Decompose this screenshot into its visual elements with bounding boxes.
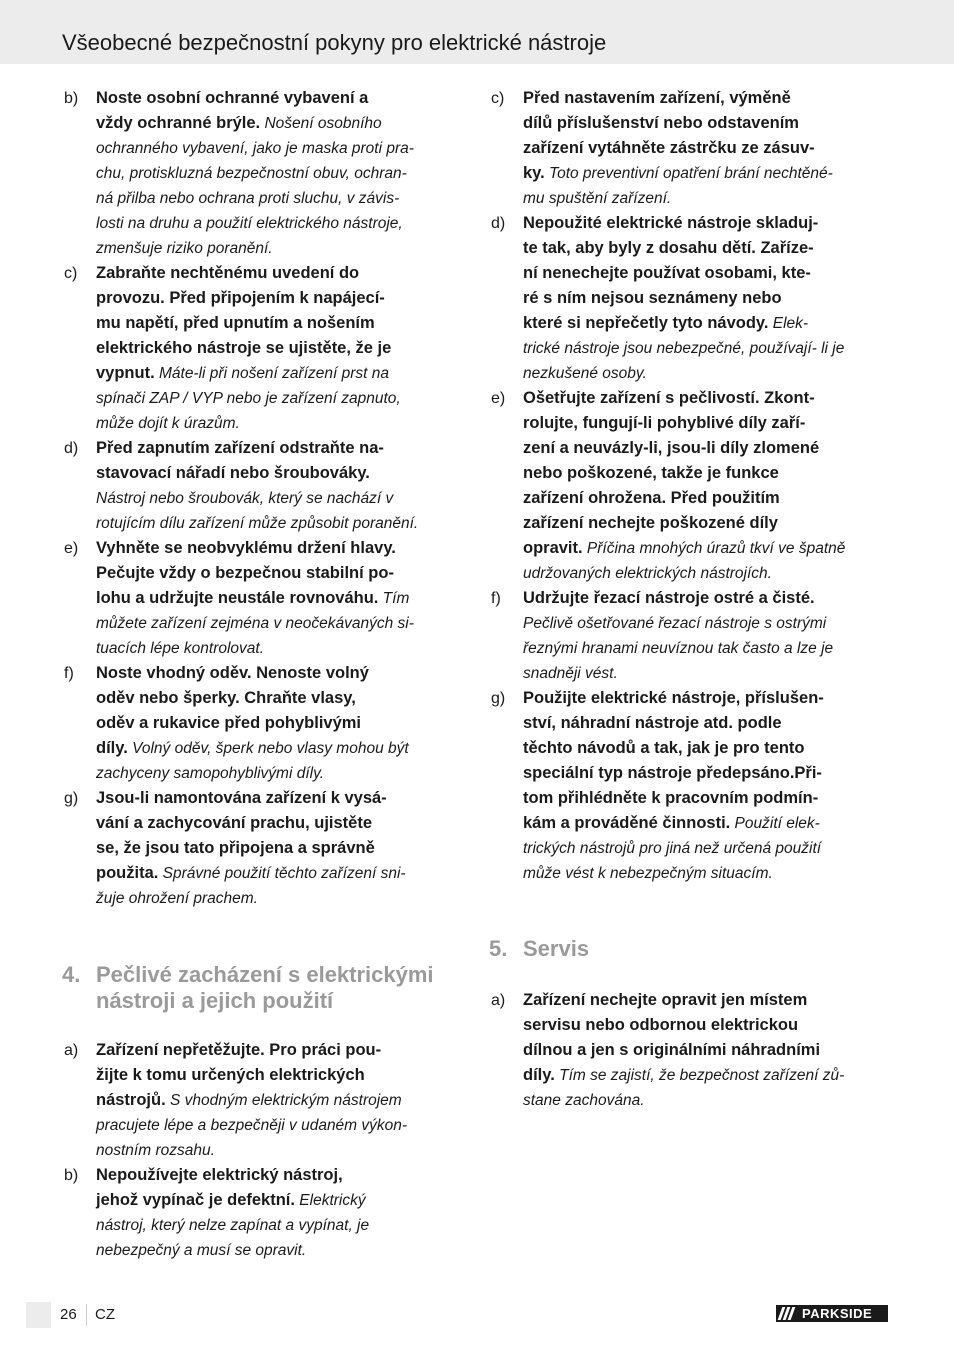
list-item <box>489 386 893 586</box>
text-line <box>96 511 467 536</box>
text-line <box>96 186 467 211</box>
italic-text: nástroj, který nelze zapínat a vypínat, je <box>96 1217 370 1234</box>
italic-text: spínači ZAP / VYP nebo je zařízení zapnuto, <box>96 390 401 407</box>
bold-text: tom přihlédněte k pracovním podmín- <box>523 789 819 807</box>
list-item <box>62 1163 467 1263</box>
section-number: 5. <box>489 936 508 961</box>
item-text <box>96 786 467 911</box>
item-text <box>96 86 467 261</box>
text-line <box>96 161 467 186</box>
text-line <box>96 736 467 761</box>
italic-text: nostním rozsahu. <box>96 1142 215 1159</box>
section-title-line1: Pečlivé zacházení s elektrickými <box>96 962 434 987</box>
text-line <box>96 1238 467 1263</box>
italic-text: mu spuštění zařízení. <box>523 190 672 207</box>
text-line <box>523 186 893 211</box>
bold-text: Zařízení nechejte opravit jen místem <box>523 991 808 1009</box>
page-number: 26 <box>60 1306 77 1323</box>
bold-text: elektrického nástroje se ujistěte, že je <box>96 339 392 357</box>
text-line <box>96 211 467 236</box>
text-line <box>523 1088 893 1113</box>
bold-text: vypnut. <box>96 364 155 382</box>
text-line <box>523 86 893 111</box>
text-line <box>96 1038 467 1063</box>
text-line <box>96 536 467 561</box>
italic-text: zmenšuje riziko poranění. <box>96 240 273 257</box>
item-text <box>96 1163 467 1263</box>
item-text <box>523 86 893 211</box>
text-line <box>523 461 893 486</box>
bold-text: Ošetřujte zařízení s pečlivostí. Zkont- <box>523 389 815 407</box>
right-column-bottom <box>489 988 893 1113</box>
left-column <box>62 86 467 911</box>
bold-text: speciální typ nástroje předepsáno.Při- <box>523 764 822 782</box>
list-item <box>62 261 467 436</box>
bold-text: mu napětí, před upnutím a nošením <box>96 314 375 332</box>
italic-text: Příčina mnohých úrazů tkví ve špatně <box>582 540 846 557</box>
text-line <box>96 686 467 711</box>
text-line <box>96 461 467 486</box>
right-column <box>489 86 893 886</box>
item-text <box>523 988 893 1113</box>
item-letter: a) <box>491 992 506 1009</box>
section-heading-5 <box>489 936 899 962</box>
text-line <box>96 86 467 111</box>
text-line <box>96 336 467 361</box>
text-line <box>96 836 467 861</box>
italic-text: tuacích lépe kontrolovat. <box>96 640 265 657</box>
italic-text: S vhodným elektrickým nástrojem <box>165 1092 402 1109</box>
bold-text: zařízení nechejte poškozené díly <box>523 514 778 532</box>
italic-text: Elek- <box>768 315 809 332</box>
italic-text: nebezpečný a musí se opravit. <box>96 1242 307 1259</box>
right-items-top <box>489 86 893 886</box>
item-letter: g) <box>491 690 506 707</box>
bold-text: kám a prováděné činnosti. <box>523 814 731 832</box>
text-line <box>523 761 893 786</box>
item-text <box>96 1038 467 1163</box>
bold-text: Jsou-li namontována zařízení k vysá- <box>96 789 387 807</box>
text-line <box>96 636 467 661</box>
brand-logo <box>776 1305 888 1322</box>
italic-text: Volný oděv, šperk nebo vlasy mohou být <box>127 740 409 757</box>
item-text <box>523 211 893 386</box>
italic-text: Tím se zajistí, že bezpečnost zařízení zů- <box>554 1067 845 1084</box>
text-line <box>523 311 893 336</box>
bold-text: Před nastavením zařízení, výměně <box>523 89 791 107</box>
section-heading-4 <box>62 962 472 1014</box>
italic-text: řeznými hranami neuvíznou tak často a lze je <box>523 640 834 657</box>
text-line <box>523 711 893 736</box>
bold-text: žijte k tomu určených elektrických <box>96 1066 365 1084</box>
item-letter: f) <box>491 590 501 607</box>
list-item <box>62 86 467 261</box>
bold-text: zařízení ohrožena. Před použitím <box>523 489 780 507</box>
bold-text: lohu a udržujte neustále rovnováhu. <box>96 589 379 607</box>
list-item <box>62 786 467 911</box>
bold-text: oděv nebo šperky. Chraňte vlasy, <box>96 689 356 707</box>
text-line <box>523 811 893 836</box>
italic-text: snadněji vést. <box>523 665 618 682</box>
italic-text: stane zachována. <box>523 1092 645 1109</box>
item-letter: d) <box>491 215 506 232</box>
list-item <box>62 661 467 786</box>
text-line <box>523 988 893 1013</box>
item-letter: g) <box>64 790 79 807</box>
text-line <box>523 1038 893 1063</box>
bold-text: díly. <box>523 1066 555 1084</box>
bold-text: ní nenechejte používat osobami, kte- <box>523 264 811 282</box>
left-items-bottom <box>62 1038 467 1263</box>
italic-text: žuje ohrožení prachem. <box>96 890 258 907</box>
list-item <box>489 86 893 211</box>
right-items-bottom <box>489 988 893 1113</box>
italic-text: nezkušené osoby. <box>523 365 647 382</box>
text-line <box>523 636 893 661</box>
text-line <box>96 661 467 686</box>
italic-text: pracujete lépe a bezpečněji v udaném výkon- <box>96 1117 408 1134</box>
bold-text: jehož vypínač je defektní. <box>96 1191 295 1209</box>
bold-text: rolujte, fungují-li pohyblivé díly zaří- <box>523 414 806 432</box>
item-letter: d) <box>64 440 79 457</box>
list-item <box>489 586 893 686</box>
italic-text: trických nástrojů pro jiná než určená použití <box>523 840 822 857</box>
bold-text: díly. <box>96 739 128 757</box>
brand-name: PARKSIDE <box>802 1306 873 1321</box>
text-line <box>523 561 893 586</box>
text-line <box>96 1163 467 1188</box>
italic-text: udržovaných elektrických nástrojích. <box>523 565 772 582</box>
bold-text: Nepoužívejte elektrický nástroj, <box>96 1166 343 1184</box>
bold-text: Pečujte vždy o bezpečnou stabilní po- <box>96 564 394 582</box>
text-line <box>523 136 893 161</box>
text-line <box>523 161 893 186</box>
footer-box <box>26 1302 51 1328</box>
text-line <box>523 611 893 636</box>
footer-divider <box>86 1304 87 1326</box>
list-item <box>62 1038 467 1163</box>
text-line <box>523 486 893 511</box>
text-line <box>523 661 893 686</box>
italic-text: Nošení osobního <box>260 115 382 132</box>
text-line <box>96 1088 467 1113</box>
list-item <box>489 211 893 386</box>
bold-text: oděv a rukavice před pohyblivými <box>96 714 362 732</box>
bold-text: dílnou a jen s originálními náhradními <box>523 1041 821 1059</box>
italic-text: ochranného vybavení, jako je maska proti pra- <box>96 140 414 157</box>
text-line <box>523 436 893 461</box>
text-line <box>523 286 893 311</box>
text-line <box>523 511 893 536</box>
left-column-bottom <box>62 1038 467 1263</box>
bold-text: ství, náhradní nástroje atd. podle <box>523 714 782 732</box>
bold-text: nástrojů. <box>96 1091 166 1109</box>
italic-text: losti na druhu a použití elektrického nástroje, <box>96 215 403 232</box>
text-line <box>96 586 467 611</box>
text-line <box>96 1113 467 1138</box>
text-line <box>96 286 467 311</box>
text-line <box>523 1063 893 1088</box>
bold-text: Vyhněte se neobvyklému držení hlavy. <box>96 539 396 557</box>
text-line <box>96 261 467 286</box>
item-letter: e) <box>64 540 79 557</box>
bold-text: těchto návodů a tak, jak je pro tento <box>523 739 805 757</box>
text-line <box>96 786 467 811</box>
list-item <box>489 686 893 886</box>
item-text <box>96 261 467 436</box>
bold-text: použita. <box>96 864 159 882</box>
bold-text: te tak, aby byly z dosahu dětí. Zaříze- <box>523 239 814 257</box>
text-line <box>523 411 893 436</box>
logo-stripes-icon <box>776 1305 802 1322</box>
list-item <box>489 988 893 1113</box>
italic-text: Máte-li při nošení zařízení prst na <box>154 365 389 382</box>
text-line <box>96 486 467 511</box>
text-line <box>523 586 893 611</box>
text-line <box>523 836 893 861</box>
text-line <box>523 211 893 236</box>
bold-text: servisu nebo odbornou elektrickou <box>523 1016 799 1034</box>
bold-text: provozu. Před připojením k napájecí- <box>96 289 385 307</box>
bold-text: Nepoužité elektrické nástroje skladuj- <box>523 214 819 232</box>
text-line <box>523 236 893 261</box>
text-line <box>523 861 893 886</box>
text-line <box>96 811 467 836</box>
text-line <box>96 1188 467 1213</box>
italic-text: Pečlivě ošetřované řezací nástroje s ostrými <box>523 615 827 632</box>
item-text <box>523 686 893 886</box>
text-line <box>523 536 893 561</box>
section-title: Servis <box>523 936 590 961</box>
italic-text: Správné použití těchto zařízení sni- <box>158 865 406 882</box>
item-letter: f) <box>64 665 74 682</box>
bold-text: Použijte elektrické nástroje, příslušen- <box>523 689 824 707</box>
text-line <box>96 861 467 886</box>
italic-text: rotujícím dílu zařízení může způsobit poranění. <box>96 515 419 532</box>
bold-text: Noste vhodný oděv. Nenoste volný <box>96 664 369 682</box>
italic-text: Použití elek- <box>730 815 820 832</box>
item-text <box>96 436 467 536</box>
bold-text: nebo poškozené, takže je funkce <box>523 464 779 482</box>
item-text <box>96 536 467 661</box>
text-line <box>96 386 467 411</box>
text-line <box>96 436 467 461</box>
text-line <box>523 736 893 761</box>
section-number: 4. <box>62 962 81 987</box>
text-line <box>96 1213 467 1238</box>
bold-text: Před zapnutím zařízení odstraňte na- <box>96 439 384 457</box>
text-line <box>96 761 467 786</box>
item-text <box>523 386 893 586</box>
italic-text: trické nástroje jsou nebezpečné, používají- li je <box>523 340 845 357</box>
text-line <box>96 111 467 136</box>
italic-text: může dojít k úrazům. <box>96 415 240 432</box>
page-title: Všeobecné bezpečnostní pokyny pro elektrické nástroje <box>62 30 607 55</box>
text-line <box>96 611 467 636</box>
bold-text: ré s ním nejsou seznámeny nebo <box>523 289 782 307</box>
bold-text: ky. <box>523 164 545 182</box>
bold-text: se, že jsou tato připojena a správně <box>96 839 375 857</box>
text-line <box>523 1013 893 1038</box>
item-letter: b) <box>64 1167 79 1184</box>
list-item <box>62 536 467 661</box>
bold-text: Zabraňte nechtěnému uvedení do <box>96 264 360 282</box>
italic-text: Tím <box>378 590 410 607</box>
item-letter: a) <box>64 1042 79 1059</box>
language-code: CZ <box>95 1306 115 1323</box>
bold-text: které si nepřečetly tyto návody. <box>523 314 769 332</box>
bold-text: Udržujte řezací nástroje ostré a čisté. <box>523 589 815 607</box>
text-line <box>96 886 467 911</box>
text-line <box>96 411 467 436</box>
text-line <box>96 1063 467 1088</box>
italic-text: Toto preventivní opatření brání nechtěné- <box>544 165 833 182</box>
text-line <box>96 136 467 161</box>
text-line <box>523 686 893 711</box>
bold-text: vání a zachycování prachu, ujistěte <box>96 814 373 832</box>
bold-text: zařízení vytáhněte zástrčku ze zásuv- <box>523 139 815 157</box>
text-line <box>96 311 467 336</box>
italic-text: může vést k nebezpečným situacím. <box>523 865 773 882</box>
bold-text: opravit. <box>523 539 583 557</box>
item-letter: b) <box>64 90 79 107</box>
left-items-top <box>62 86 467 911</box>
item-letter: e) <box>491 390 506 407</box>
text-line <box>523 261 893 286</box>
text-line <box>523 361 893 386</box>
italic-text: Nástroj nebo šroubovák, který se nachází v <box>96 490 394 507</box>
italic-text: zachyceny samopohyblivými díly. <box>96 765 324 782</box>
text-line <box>523 111 893 136</box>
text-line <box>523 386 893 411</box>
list-item <box>62 436 467 536</box>
bold-text: Noste osobní ochranné vybavení a <box>96 89 369 107</box>
text-line <box>96 561 467 586</box>
item-text <box>96 661 467 786</box>
italic-text: chu, protiskluzná bezpečnostní obuv, ochran- <box>96 165 407 182</box>
bold-text: zení a neuvázly-li, jsou-li díly zlomené <box>523 439 820 457</box>
bold-text: dílů příslušenství nebo odstavením <box>523 114 799 132</box>
text-line <box>96 711 467 736</box>
text-line <box>96 361 467 386</box>
text-line <box>96 236 467 261</box>
italic-text: ná přilba nebo ochrana proti sluchu, v závis- <box>96 190 400 207</box>
item-letter: c) <box>64 265 78 282</box>
item-text <box>523 586 893 686</box>
italic-text: můžete zařízení zejména v neočekávaných si- <box>96 615 414 632</box>
italic-text: Elektrický <box>294 1192 366 1209</box>
bold-text: Zařízení nepřetěžujte. Pro práci pou- <box>96 1041 382 1059</box>
bold-text: vždy ochranné brýle. <box>96 114 261 132</box>
item-letter: c) <box>491 90 505 107</box>
section-title-line2: nástroji a jejich použití <box>96 988 334 1013</box>
text-line <box>523 786 893 811</box>
bold-text: stavovací nářadí nebo šroubováky. <box>96 464 370 482</box>
text-line <box>523 336 893 361</box>
text-line <box>96 1138 467 1163</box>
